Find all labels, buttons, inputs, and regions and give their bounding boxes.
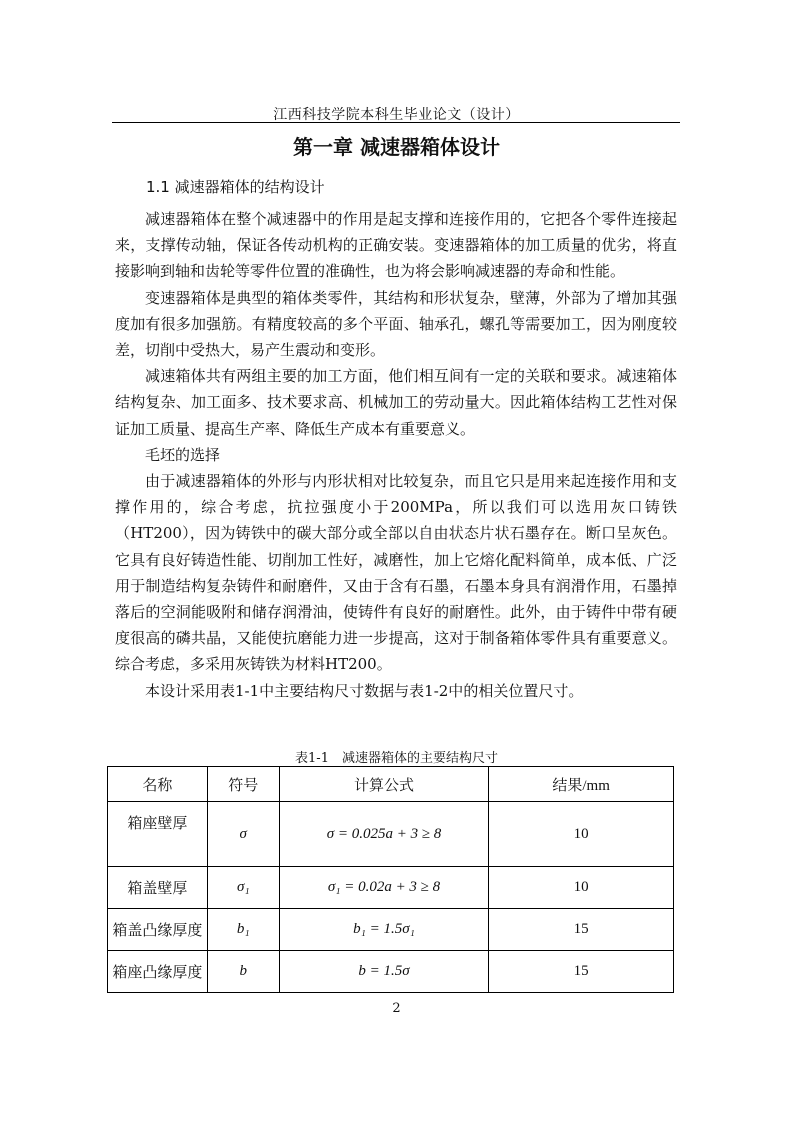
cell-result: 15 (489, 909, 674, 951)
paragraph: 由于减速器箱体的外形与内形状相对比较复杂，而且它只是用来起连接作用和支撑作用的，综合考虑，抗拉强度小于200MPa，所以我们可以选用灰口铸铁（HT200），因为铸铁中的碳大部分或全部以自由状态片状石墨存在。断口呈灰色。它具有良好铸造性能、切削加工性好，减磨性，加上它熔化配料简单，成本低、广泛用于制造结构复杂铸件和耐磨件，又由于含有石墨，石墨本身具有润滑作用，石墨掉落后的空洞能吸附和储存润滑油，使铸件有良好的耐磨性。此外，由于铸件中带有硬度很高的磷共晶，又能使抗磨能力进一步提高，这对于制备箱体零件具有重要意义。综合考虑，多采用灰铸铁为材料HT200。 (115, 472, 677, 674)
subheading-blank-selection: 毛坯的选择 (145, 445, 221, 464)
column-header: 符号 (207, 767, 279, 802)
cell-formula: σ₁ = 0.02a + 3 ≥ 8 (279, 867, 489, 909)
cell-symbol: σ₁ (207, 867, 279, 909)
cell-result: 15 (489, 951, 674, 993)
column-header: 名称 (108, 767, 208, 802)
chapter-title: 第一章 减速器箱体设计 (293, 135, 500, 159)
cell-formula: b = 1.5σ (279, 951, 489, 993)
cell-symbol: b (207, 951, 279, 993)
cell-name: 箱座壁厚 (108, 802, 208, 867)
cell-result: 10 (489, 867, 674, 909)
body-text (115, 206, 677, 704)
column-header: 计算公式 (279, 767, 489, 802)
paragraph: 变速器箱体是典型的箱体类零件，其结构和形状复杂，壁薄，外部为了增加其强度加有很多加强筋。有精度较高的多个平面、轴承孔，螺孔等需要加工，因为刚度较差，切削中受热大，易产生震动和变形。 (115, 288, 677, 360)
paragraph: 减速器箱体在整个减速器中的作用是起支撑和连接作用的，它把各个零件连接起来，支撑传动轴，保证各传动机构的正确安装。变速器箱体的加工质量的优劣，将直接影响到轴和齿轮等零件位置的准确性，也为将会影响减速器的寿命和性能。 (115, 210, 677, 281)
cell-name: 箱座凸缘厚度 (108, 951, 208, 993)
cell-formula: b₁ = 1.5σ₁ (279, 909, 489, 951)
table-row (108, 867, 674, 909)
section-heading: 1.1 减速器箱体的结构设计 (146, 178, 325, 196)
page-number: 2 (392, 1001, 401, 1016)
cell-name: 箱盖凸缘厚度 (108, 909, 208, 951)
cell-name: 箱盖壁厚 (108, 867, 208, 909)
header-rule (112, 122, 680, 123)
table-row (108, 909, 674, 951)
cell-symbol: σ (207, 802, 279, 867)
paragraph: 本设计采用表1-1中主要结构尺寸数据与表1-2中的相关位置尺寸。 (145, 681, 584, 700)
table-row (108, 802, 674, 867)
table-row (108, 951, 674, 993)
table-caption: 表1-1 减速器箱体的主要结构尺寸 (295, 751, 498, 766)
cell-formula: σ = 0.025a + 3 ≥ 8 (279, 802, 489, 867)
page-header: 江西科技学院本科生毕业论文（设计） (273, 107, 520, 123)
cell-symbol: b₁ (207, 909, 279, 951)
paragraph: 减速箱体共有两组主要的加工方面，他们相互间有一定的关联和要求。减速箱体结构复杂、加工面多、技术要求高、机械加工的劳动量大。因此箱体结构工艺性对保证加工质量、提高生产率、降低生产成本有重要意义。 (115, 367, 677, 438)
table-header-row (108, 767, 674, 802)
column-header: 结果/mm (489, 767, 674, 802)
cell-result: 10 (489, 802, 674, 867)
structure-dimensions-table (107, 766, 674, 993)
